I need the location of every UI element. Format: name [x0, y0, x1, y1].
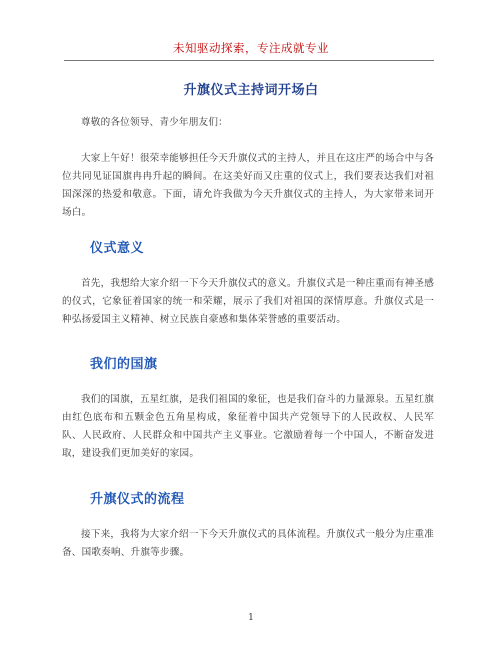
- intro-paragraph: 大家上午好！很荣幸能够担任今天升旗仪式的主持人，并且在这庄严的场合中与各位共同见证国旗冉冉升起的瞬间。在这美好而又庄重的仪式上，我们要表达我们对祖国深深的热爱和敬意。下面，请允许我做为今天升旗仪式的主持人，为大家带来词开场白。: [62, 153, 434, 218]
- document-title: 升旗仪式主持词开场白: [183, 83, 319, 98]
- section-body-national-flag: 我们的国旗，五星红旗，是我们祖国的象征，也是我们奋斗的力量源泉。五星红旗由红色底布和五颗金色五角星构成，象征着中国共产党领导下的人民政权、人民军队、人民政府、人民群众和中国共产主义事业。它激励着每一个中国人，不断奋发进取，建设我们更加美好的家园。: [62, 394, 434, 459]
- greeting-paragraph: 尊敬的各位领导、青少年朋友们：: [81, 117, 228, 128]
- page-header-tagline: 未知驱动探索，专注成就专业: [173, 41, 329, 55]
- page-number: 1: [248, 613, 254, 623]
- section-heading-national-flag: 我们的国旗: [90, 357, 158, 372]
- section-body-significance: 首先，我想给大家介绍一下今天升旗仪式的意义。升旗仪式是一种庄重而有神圣感的仪式，它象征着国家的统一和荣耀，展示了我们对祖国的深情厚意。升旗仪式是一种弘扬爱国主义精神、树立民族自豪感和集体荣誉感的重要活动。: [62, 278, 434, 325]
- header-divider: [64, 60, 434, 61]
- section-heading-ceremony-process: 升旗仪式的流程: [90, 492, 185, 507]
- section-heading-significance: 仪式意义: [90, 241, 145, 256]
- section-body-ceremony-process: 接下来，我将为大家介绍一下今天升旗仪式的具体流程。升旗仪式一般分为庄重准备、国歌奏响、升旗等步骤。: [62, 529, 434, 558]
